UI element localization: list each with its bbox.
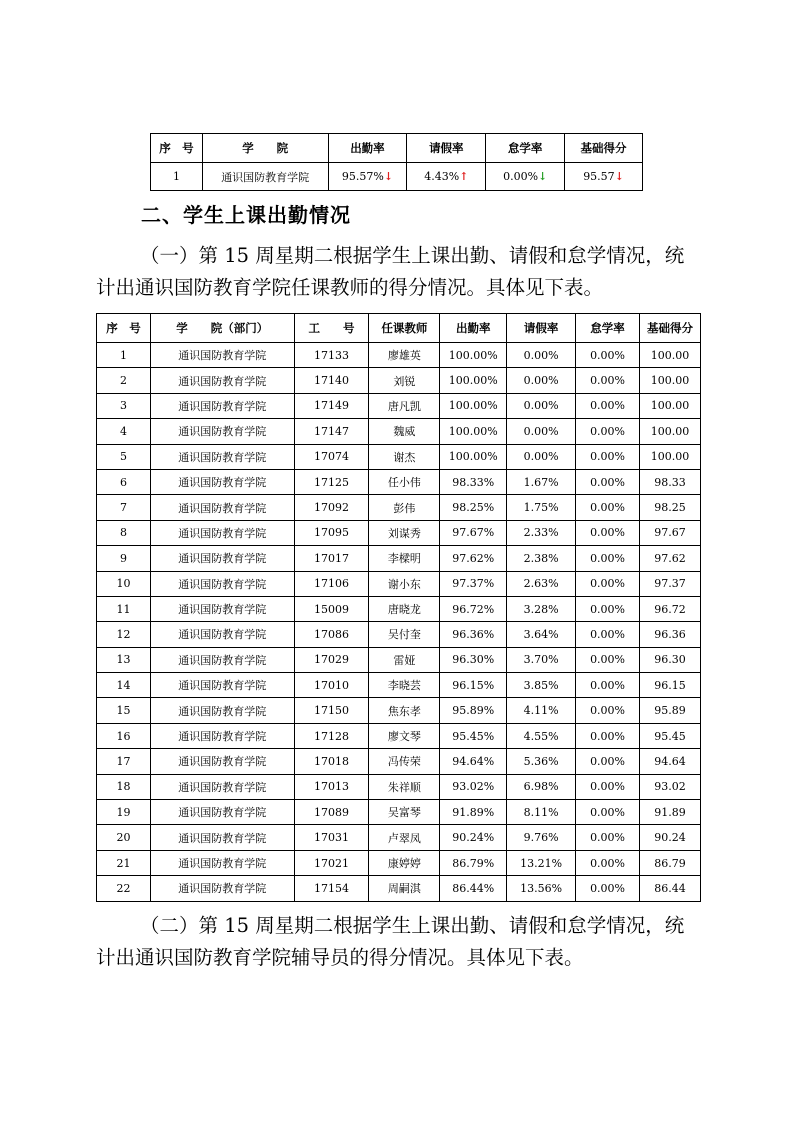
row-index: 5 (97, 444, 151, 469)
table-row (97, 647, 701, 672)
row-employee-id: 15009 (294, 596, 369, 621)
row-attendance: 96.30% (440, 647, 507, 672)
summary-absence-cell (486, 163, 565, 191)
table-row (97, 571, 701, 596)
row-leave: 4.55% (507, 723, 576, 748)
section-heading: 二、学生上课出勤情况 (141, 203, 351, 227)
summary-college: 通识国防教育学院 (202, 163, 328, 191)
summary-score: 95.57 (583, 170, 615, 183)
row-score: 97.67 (640, 520, 701, 545)
row-absence: 0.00% (576, 698, 640, 723)
row-score: 90.24 (640, 825, 701, 850)
summary-header-index: 序 号 (151, 134, 203, 163)
row-index: 4 (97, 419, 151, 444)
row-employee-id: 17029 (294, 647, 369, 672)
row-index: 18 (97, 774, 151, 799)
teacher-header-attendance: 出勤率 (440, 314, 507, 343)
row-college: 通识国防教育学院 (150, 723, 294, 748)
summary-header-absence: 怠学率 (486, 134, 565, 163)
college-summary-table (150, 133, 643, 191)
row-attendance: 97.37% (440, 571, 507, 596)
row-score: 96.30 (640, 647, 701, 672)
table-row (97, 698, 701, 723)
teacher-header-index: 序 号 (97, 314, 151, 343)
paragraph-counselors-text: （二）第 15 周星期二根据学生上课出勤、请假和怠学情况，统计出通识国防教育学院辅导员的得分情况。具体见下表。 (96, 914, 685, 969)
row-leave: 13.56% (507, 876, 576, 901)
row-college: 通识国防教育学院 (150, 698, 294, 723)
row-teacher-name: 廖文琴 (369, 723, 440, 748)
row-employee-id: 17010 (294, 673, 369, 698)
table-row (97, 876, 701, 901)
row-teacher-name: 廖雄英 (369, 343, 440, 368)
row-score: 98.33 (640, 469, 701, 494)
arrow-down-icon: ↓ (538, 170, 548, 183)
row-attendance: 90.24% (440, 825, 507, 850)
teacher-header-id: 工 号 (294, 314, 369, 343)
row-score: 97.62 (640, 546, 701, 571)
summary-attendance-cell (328, 163, 407, 191)
row-absence: 0.00% (576, 876, 640, 901)
row-attendance: 95.45% (440, 723, 507, 748)
row-employee-id: 17086 (294, 622, 369, 647)
row-college: 通识国防教育学院 (150, 825, 294, 850)
table-row (97, 419, 701, 444)
row-teacher-name: 冯传荣 (369, 749, 440, 774)
row-absence: 0.00% (576, 520, 640, 545)
row-college: 通识国防教育学院 (150, 647, 294, 672)
row-absence: 0.00% (576, 571, 640, 596)
row-score: 96.36 (640, 622, 701, 647)
row-index: 11 (97, 596, 151, 621)
row-absence: 0.00% (576, 393, 640, 418)
row-index: 8 (97, 520, 151, 545)
row-leave: 3.70% (507, 647, 576, 672)
row-college: 通识国防教育学院 (150, 444, 294, 469)
row-absence: 0.00% (576, 673, 640, 698)
summary-header-leave: 请假率 (407, 134, 486, 163)
row-college: 通识国防教育学院 (150, 800, 294, 825)
row-index: 16 (97, 723, 151, 748)
table-row (97, 469, 701, 494)
row-leave: 1.67% (507, 469, 576, 494)
summary-header-attendance: 出勤率 (328, 134, 407, 163)
row-employee-id: 17106 (294, 571, 369, 596)
summary-score-cell (565, 163, 643, 191)
row-employee-id: 17154 (294, 876, 369, 901)
row-attendance: 97.67% (440, 520, 507, 545)
row-index: 21 (97, 850, 151, 875)
row-teacher-name: 康婷婷 (369, 850, 440, 875)
row-employee-id: 17149 (294, 393, 369, 418)
row-score: 96.15 (640, 673, 701, 698)
row-teacher-name: 刘锐 (369, 368, 440, 393)
summary-index: 1 (151, 163, 203, 191)
row-employee-id: 17150 (294, 698, 369, 723)
row-score: 86.44 (640, 876, 701, 901)
row-attendance: 94.64% (440, 749, 507, 774)
row-teacher-name: 周嗣淇 (369, 876, 440, 901)
row-absence: 0.00% (576, 444, 640, 469)
table-row (97, 444, 701, 469)
row-teacher-name: 吴富琴 (369, 800, 440, 825)
row-index: 19 (97, 800, 151, 825)
row-leave: 3.28% (507, 596, 576, 621)
row-absence: 0.00% (576, 723, 640, 748)
row-college: 通识国防教育学院 (150, 469, 294, 494)
teacher-header-college: 学 院（部门） (150, 314, 294, 343)
summary-attendance: 95.57% (341, 170, 384, 183)
row-index: 10 (97, 571, 151, 596)
row-score: 100.00 (640, 444, 701, 469)
row-leave: 0.00% (507, 368, 576, 393)
row-leave: 0.00% (507, 343, 576, 368)
row-score: 96.72 (640, 596, 701, 621)
row-attendance: 95.89% (440, 698, 507, 723)
row-score: 95.45 (640, 723, 701, 748)
row-score: 95.89 (640, 698, 701, 723)
row-teacher-name: 任小伟 (369, 469, 440, 494)
row-score: 98.25 (640, 495, 701, 520)
row-absence: 0.00% (576, 647, 640, 672)
row-employee-id: 17089 (294, 800, 369, 825)
row-score: 86.79 (640, 850, 701, 875)
row-teacher-name: 刘谋秀 (369, 520, 440, 545)
row-employee-id: 17017 (294, 546, 369, 571)
table-row (97, 495, 701, 520)
row-college: 通识国防教育学院 (150, 520, 294, 545)
summary-header-score: 基础得分 (565, 134, 643, 163)
teacher-table-body (97, 343, 701, 902)
row-index: 14 (97, 673, 151, 698)
row-teacher-name: 吴付奎 (369, 622, 440, 647)
summary-header-row (151, 134, 643, 163)
paragraph-teachers (96, 240, 700, 304)
row-attendance: 97.62% (440, 546, 507, 571)
row-index: 7 (97, 495, 151, 520)
row-college: 通识国防教育学院 (150, 673, 294, 698)
table-row (97, 393, 701, 418)
row-teacher-name: 魏威 (369, 419, 440, 444)
row-leave: 13.21% (507, 850, 576, 875)
row-attendance: 96.36% (440, 622, 507, 647)
row-employee-id: 17031 (294, 825, 369, 850)
table-row (97, 850, 701, 875)
row-score: 100.00 (640, 343, 701, 368)
row-absence: 0.00% (576, 774, 640, 799)
table-row (97, 774, 701, 799)
row-leave: 5.36% (507, 749, 576, 774)
row-employee-id: 17092 (294, 495, 369, 520)
row-teacher-name: 唐晓龙 (369, 596, 440, 621)
summary-header-college: 学 院 (202, 134, 328, 163)
row-teacher-name: 谢小东 (369, 571, 440, 596)
row-employee-id: 17013 (294, 774, 369, 799)
row-index: 12 (97, 622, 151, 647)
row-score: 93.02 (640, 774, 701, 799)
row-attendance: 86.79% (440, 850, 507, 875)
row-employee-id: 17018 (294, 749, 369, 774)
row-absence: 0.00% (576, 850, 640, 875)
row-index: 3 (97, 393, 151, 418)
table-row (97, 343, 701, 368)
table-row (97, 546, 701, 571)
row-index: 1 (97, 343, 151, 368)
row-college: 通识国防教育学院 (150, 774, 294, 799)
table-row (97, 800, 701, 825)
row-leave: 2.38% (507, 546, 576, 571)
row-college: 通识国防教育学院 (150, 368, 294, 393)
paragraph-counselors (96, 910, 700, 974)
row-college: 通识国防教育学院 (150, 596, 294, 621)
row-leave: 2.63% (507, 571, 576, 596)
table-row (97, 749, 701, 774)
row-leave: 9.76% (507, 825, 576, 850)
arrow-down-icon: ↓ (383, 170, 394, 183)
teacher-header-row (97, 314, 701, 343)
teacher-score-table (96, 313, 701, 902)
row-absence: 0.00% (576, 469, 640, 494)
row-attendance: 100.00% (440, 393, 507, 418)
row-leave: 1.75% (507, 495, 576, 520)
row-employee-id: 17133 (294, 343, 369, 368)
row-absence: 0.00% (576, 749, 640, 774)
row-absence: 0.00% (576, 419, 640, 444)
row-leave: 3.64% (507, 622, 576, 647)
row-leave: 0.00% (507, 393, 576, 418)
row-employee-id: 17021 (294, 850, 369, 875)
row-teacher-name: 焦东孝 (369, 698, 440, 723)
row-absence: 0.00% (576, 800, 640, 825)
row-attendance: 96.72% (440, 596, 507, 621)
row-college: 通识国防教育学院 (150, 622, 294, 647)
row-attendance: 86.44% (440, 876, 507, 901)
row-absence: 0.00% (576, 546, 640, 571)
row-teacher-name: 谢杰 (369, 444, 440, 469)
teacher-header-leave: 请假率 (507, 314, 576, 343)
row-college: 通识国防教育学院 (150, 749, 294, 774)
row-leave: 2.33% (507, 520, 576, 545)
row-index: 2 (97, 368, 151, 393)
teacher-header-absence: 怠学率 (576, 314, 640, 343)
row-college: 通识国防教育学院 (150, 850, 294, 875)
row-employee-id: 17125 (294, 469, 369, 494)
row-employee-id: 17128 (294, 723, 369, 748)
row-leave: 8.11% (507, 800, 576, 825)
row-attendance: 100.00% (440, 343, 507, 368)
row-leave: 3.85% (507, 673, 576, 698)
row-attendance: 96.15% (440, 673, 507, 698)
row-absence: 0.00% (576, 825, 640, 850)
row-college: 通识国防教育学院 (150, 876, 294, 901)
row-college: 通识国防教育学院 (150, 571, 294, 596)
row-teacher-name: 雷娅 (369, 647, 440, 672)
row-absence: 0.00% (576, 495, 640, 520)
row-index: 13 (97, 647, 151, 672)
table-row (97, 368, 701, 393)
row-score: 97.37 (640, 571, 701, 596)
row-teacher-name: 唐凡凯 (369, 393, 440, 418)
teacher-header-score: 基础得分 (640, 314, 701, 343)
row-employee-id: 17095 (294, 520, 369, 545)
row-index: 9 (97, 546, 151, 571)
row-score: 94.64 (640, 749, 701, 774)
row-college: 通识国防教育学院 (150, 419, 294, 444)
row-leave: 4.11% (507, 698, 576, 723)
table-row (97, 673, 701, 698)
row-index: 6 (97, 469, 151, 494)
row-absence: 0.00% (576, 368, 640, 393)
row-score: 100.00 (640, 368, 701, 393)
table-row (97, 723, 701, 748)
paragraph-teachers-text: （一）第 15 周星期二根据学生上课出勤、请假和怠学情况，统计出通识国防教育学院任课教师的得分情况。具体见下表。 (96, 244, 685, 299)
row-index: 17 (97, 749, 151, 774)
row-score: 100.00 (640, 393, 701, 418)
row-employee-id: 17074 (294, 444, 369, 469)
row-college: 通识国防教育学院 (150, 495, 294, 520)
row-teacher-name: 李樑明 (369, 546, 440, 571)
row-absence: 0.00% (576, 596, 640, 621)
row-leave: 0.00% (507, 444, 576, 469)
row-teacher-name: 卢翠凤 (369, 825, 440, 850)
row-teacher-name: 朱祥顺 (369, 774, 440, 799)
row-leave: 6.98% (507, 774, 576, 799)
summary-leave-cell (407, 163, 486, 191)
row-college: 通识国防教育学院 (150, 393, 294, 418)
table-row (97, 825, 701, 850)
row-attendance: 98.33% (440, 469, 507, 494)
row-absence: 0.00% (576, 622, 640, 647)
row-attendance: 100.00% (440, 419, 507, 444)
arrow-down-icon: ↓ (614, 170, 624, 183)
row-employee-id: 17147 (294, 419, 369, 444)
row-attendance: 100.00% (440, 368, 507, 393)
row-index: 20 (97, 825, 151, 850)
teacher-header-teacher: 任课教师 (369, 314, 440, 343)
row-employee-id: 17140 (294, 368, 369, 393)
summary-absence: 0.00% (503, 170, 539, 183)
row-college: 通识国防教育学院 (150, 546, 294, 571)
row-attendance: 93.02% (440, 774, 507, 799)
row-college: 通识国防教育学院 (150, 343, 294, 368)
row-attendance: 91.89% (440, 800, 507, 825)
row-score: 91.89 (640, 800, 701, 825)
row-leave: 0.00% (507, 419, 576, 444)
table-row (97, 622, 701, 647)
row-teacher-name: 彭伟 (369, 495, 440, 520)
row-index: 22 (97, 876, 151, 901)
row-absence: 0.00% (576, 343, 640, 368)
summary-leave: 4.43% (424, 170, 460, 183)
row-score: 100.00 (640, 419, 701, 444)
arrow-up-icon: ↑ (459, 170, 469, 183)
table-row (97, 520, 701, 545)
row-index: 15 (97, 698, 151, 723)
row-attendance: 98.25% (440, 495, 507, 520)
row-teacher-name: 李晓芸 (369, 673, 440, 698)
table-row (97, 596, 701, 621)
summary-row (151, 163, 643, 191)
row-attendance: 100.00% (440, 444, 507, 469)
